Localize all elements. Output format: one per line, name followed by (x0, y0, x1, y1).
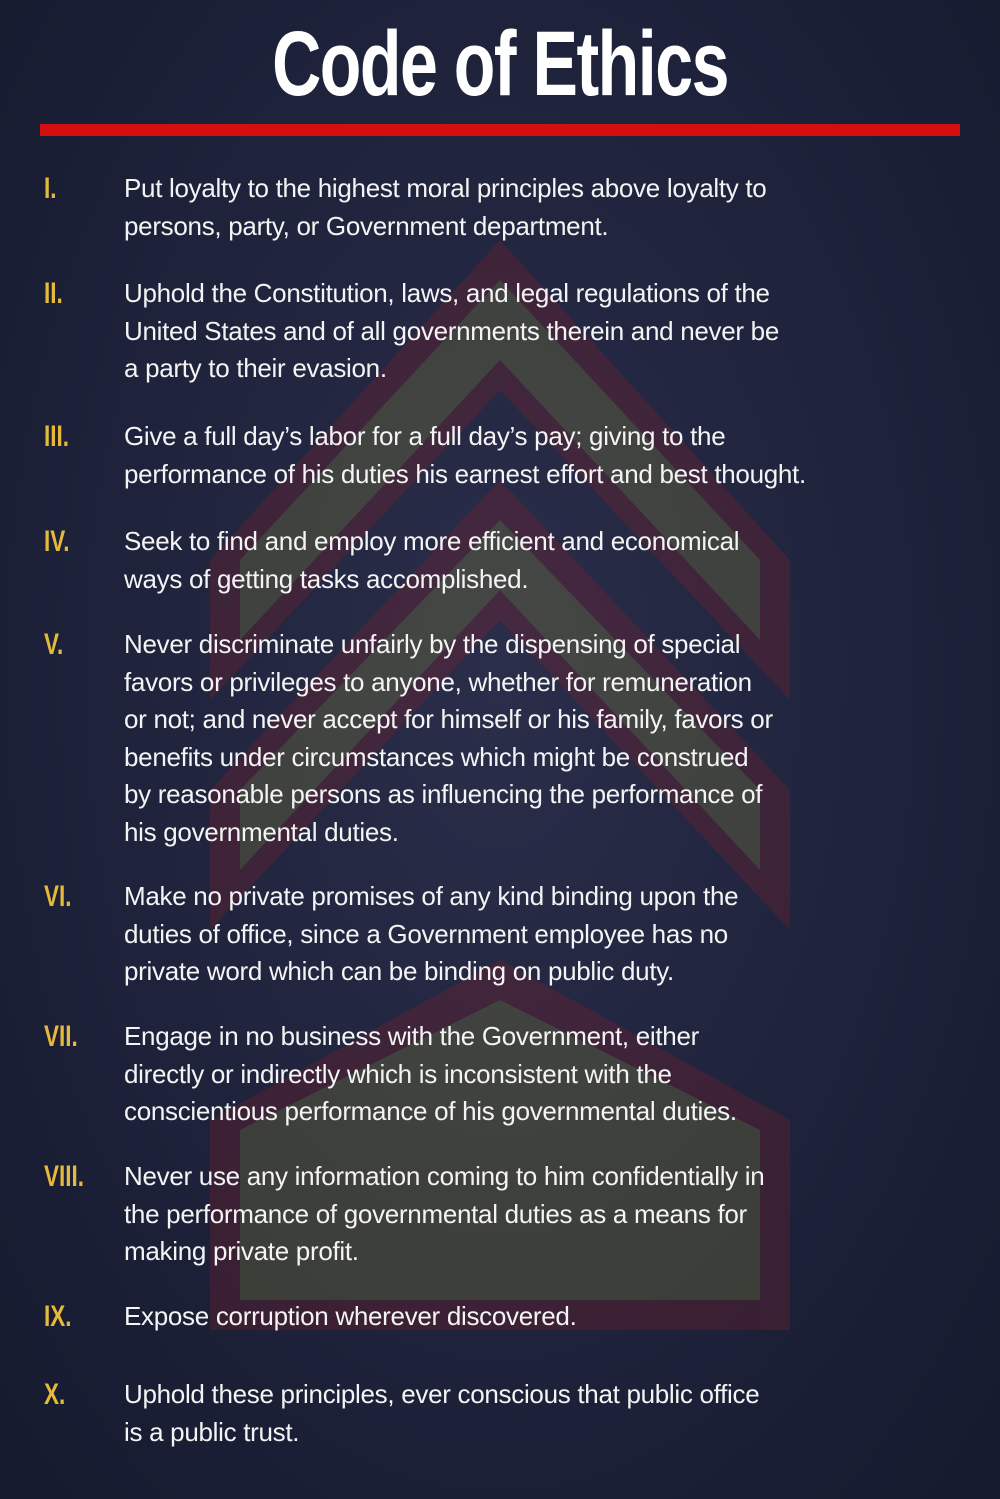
item-text-line: Uphold these principles, ever conscious that public office (124, 1379, 760, 1409)
item-text-line: directly or indirectly which is inconsistent with the (124, 1058, 672, 1089)
item-numeral: II. (44, 277, 63, 310)
item-text-line: favors or privileges to anyone, whether for remuneration (124, 666, 752, 697)
item-text-line: is a public trust. (124, 1416, 300, 1447)
item-text-line: Give a full day’s labor for a full day’s pay; giving to the (124, 421, 726, 451)
item-numeral: I. (44, 172, 57, 205)
item-numeral: VII. (44, 1020, 78, 1053)
item-text-line: duties of office, since a Government employee has no (124, 918, 728, 949)
item-text-line: Expose corruption wherever discovered. (124, 1301, 577, 1331)
item-numeral: IX. (44, 1300, 72, 1333)
red-divider (40, 124, 960, 136)
item-text-line: his governmental duties. (124, 816, 399, 847)
item-text-line: Never discriminate unfairly by the dispensing of special (124, 629, 741, 659)
item-text-line: or not; and never accept for himself or his family, favors or (124, 704, 773, 734)
page-title (0, 14, 1000, 114)
item-text-line: making private profit. (124, 1236, 359, 1266)
item-text-line: United States and of all governments therein and never be (124, 315, 779, 346)
item-numeral: X. (44, 1378, 66, 1411)
item-numeral: VI. (44, 880, 72, 913)
item-text-line: Make no private promises of any kind binding upon the (124, 881, 739, 911)
item-numeral: III. (44, 420, 70, 453)
item-text-line: persons, party, or Government department. (124, 210, 609, 241)
item-text-line: Never use any information coming to him confidentially in (124, 1161, 765, 1191)
item-numeral: V. (44, 628, 64, 661)
item-text-line: Uphold the Constitution, laws, and legal regulations of the (124, 278, 770, 308)
item-text-line: ways of getting tasks accomplished. (124, 563, 529, 594)
page-title-text: Code of Ethics (272, 13, 728, 115)
item-text-line: private word which can be binding on public duty. (124, 956, 674, 986)
item-text-line: conscientious performance of his governmental duties. (124, 1096, 737, 1126)
item-text-line: Engage in no business with the Government, either (124, 1021, 699, 1051)
item-text-line: a party to their evasion. (124, 353, 387, 383)
item-text-line: Put loyalty to the highest moral principles above loyalty to (124, 173, 767, 203)
item-text-line: by reasonable persons as influencing the performance of (124, 779, 763, 809)
item-text-line: benefits under circumstances which might be construed (124, 741, 749, 772)
item-numeral: VIII. (44, 1160, 85, 1193)
item-text-line: the performance of governmental duties as a means for (124, 1198, 747, 1229)
item-numeral: IV. (44, 525, 70, 558)
item-text-line: Seek to find and employ more efficient and economical (124, 526, 740, 556)
item-text-line: performance of his duties his earnest effort and best thought. (124, 458, 806, 489)
